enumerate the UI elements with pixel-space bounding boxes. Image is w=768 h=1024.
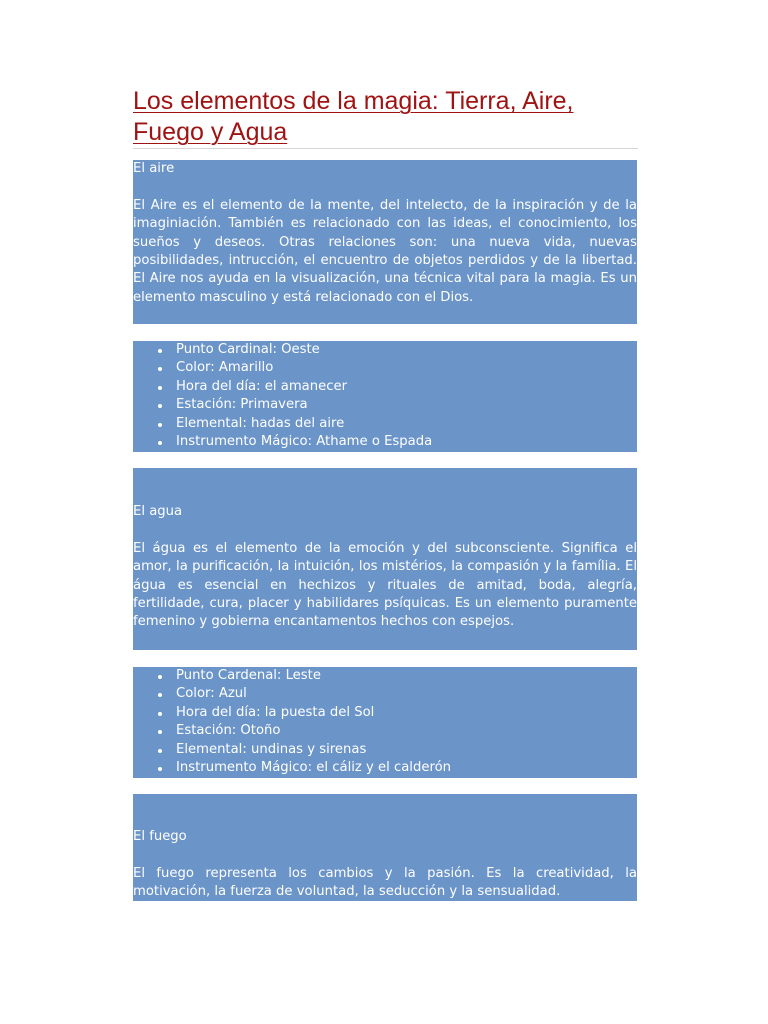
agua-list [133, 667, 637, 777]
fuego-section [133, 794, 637, 901]
agua-section [133, 468, 637, 650]
agua-properties [133, 667, 637, 778]
page-title: Los elementos de la magia: Tierra, Aire, Fuego y Agua [133, 87, 574, 146]
list-item: Color: Azul [155, 685, 637, 703]
fuego-text: El fuego representa los cambios y la pasión. Es la creatividad, la motivación, la fuerza de voluntad, la seducción y la sensualidad. [133, 865, 637, 900]
list-item: Hora del día: el amanecer [155, 378, 637, 396]
agua-heading: El agua [133, 504, 183, 519]
list-item: Estación: Otoño [155, 722, 637, 740]
aire-properties [133, 341, 637, 452]
title-divider [133, 148, 638, 149]
list-item: Instrumento Mágico: Athame o Espada [155, 433, 637, 451]
list-item: Instrumento Mágico: el cáliz y el calderón [155, 759, 637, 777]
list-item: Elemental: hadas del aire [155, 415, 637, 433]
list-item: Color: Amarillo [155, 359, 637, 377]
aire-text: El Aire es el elemento de la mente, del intelecto, de la inspiración y de la imaginiación. También es relacionado con las ideas, el conocimiento, los sueños y deseos. Otras relaciones son: una nueva vida, nuevas posibilidades, intrucción, el encuentro de objetos perdidos y de la libertad. El Aire nos ayuda en la visualización, una técnica vital para la magia. Es un elemento masculino y está relacionado con el Dios. [133, 197, 637, 305]
aire-section [133, 160, 637, 324]
list-item: Estación: Primavera [155, 396, 637, 414]
list-item: Elemental: undinas y sirenas [155, 741, 637, 759]
aire-list [133, 341, 637, 451]
aire-heading: El aire [133, 161, 175, 176]
list-item: Punto Cardenal: Leste [155, 667, 637, 685]
fuego-heading: El fuego [133, 829, 187, 844]
list-item: Hora del día: la puesta del Sol [155, 704, 637, 722]
agua-text: El água es el elemento de la emoción y del subconsciente. Significa el amor, la purificación, la intuición, los mistérios, la compasión y la família. El água es esencial en hechizos y rituales de amitad, boda, alegría, fertilidade, cura, placer y habilidares psíquicas. Es un elemento puramente femenino y gobierna encantamentos hechos con espejos. [133, 540, 637, 630]
list-item: Punto Cardinal: Oeste [155, 341, 637, 359]
